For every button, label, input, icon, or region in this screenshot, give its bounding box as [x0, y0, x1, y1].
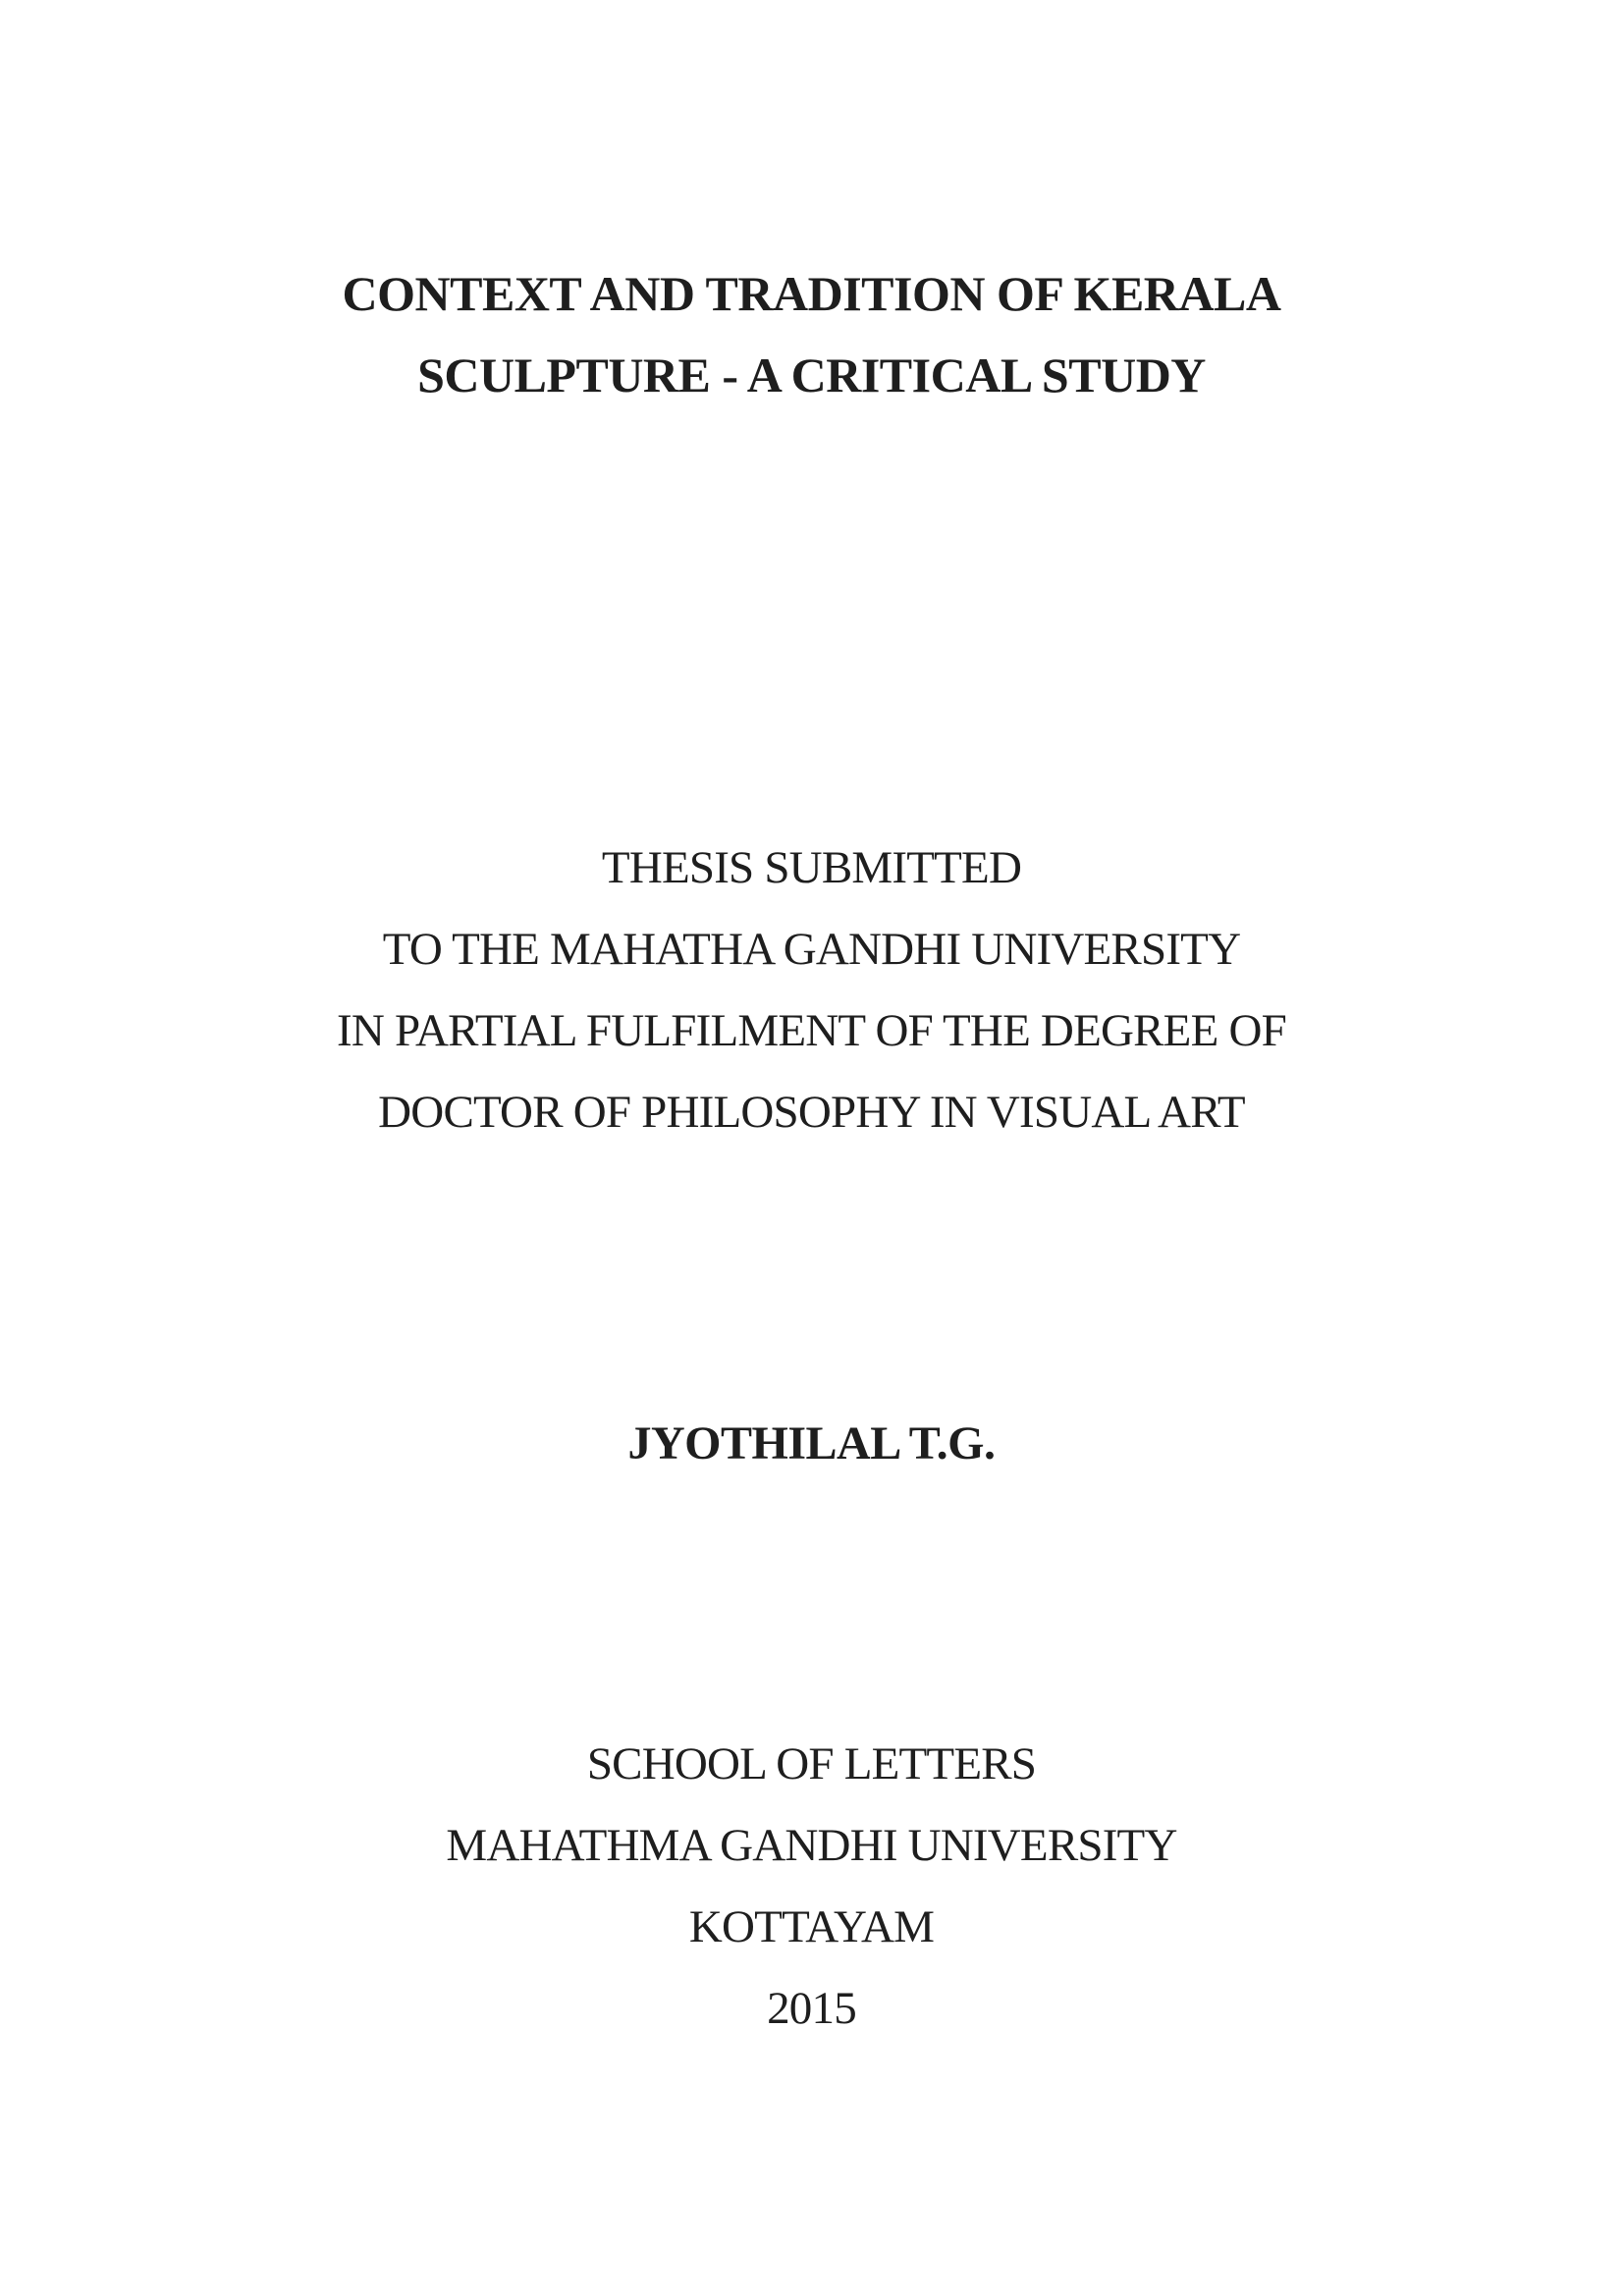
city-name: KOTTAYAM: [688, 1901, 935, 1952]
submission-statement-line-1: THESIS SUBMITTED: [601, 842, 1022, 893]
submission-statement-line-3: IN PARTIAL FULFILMENT OF THE DEGREE OF: [337, 1005, 1286, 1056]
submission-statement-line-4: DOCTOR OF PHILOSOPHY IN VISUAL ART: [378, 1087, 1245, 1138]
university-name: MAHATHMA GANDHI UNIVERSITY: [446, 1820, 1177, 1871]
submission-year: 2015: [767, 1983, 856, 2034]
thesis-title-line-1: CONTEXT AND TRADITION OF KERALA: [342, 266, 1281, 321]
thesis-title-line-2: SCULPTURE - A CRITICAL STUDY: [417, 347, 1206, 402]
school-name: SCHOOL OF LETTERS: [586, 1738, 1037, 1789]
author-name: JYOTHILAL T.G.: [627, 1417, 996, 1469]
submission-statement-line-2: TO THE MAHATHA GANDHI UNIVERSITY: [382, 924, 1241, 975]
